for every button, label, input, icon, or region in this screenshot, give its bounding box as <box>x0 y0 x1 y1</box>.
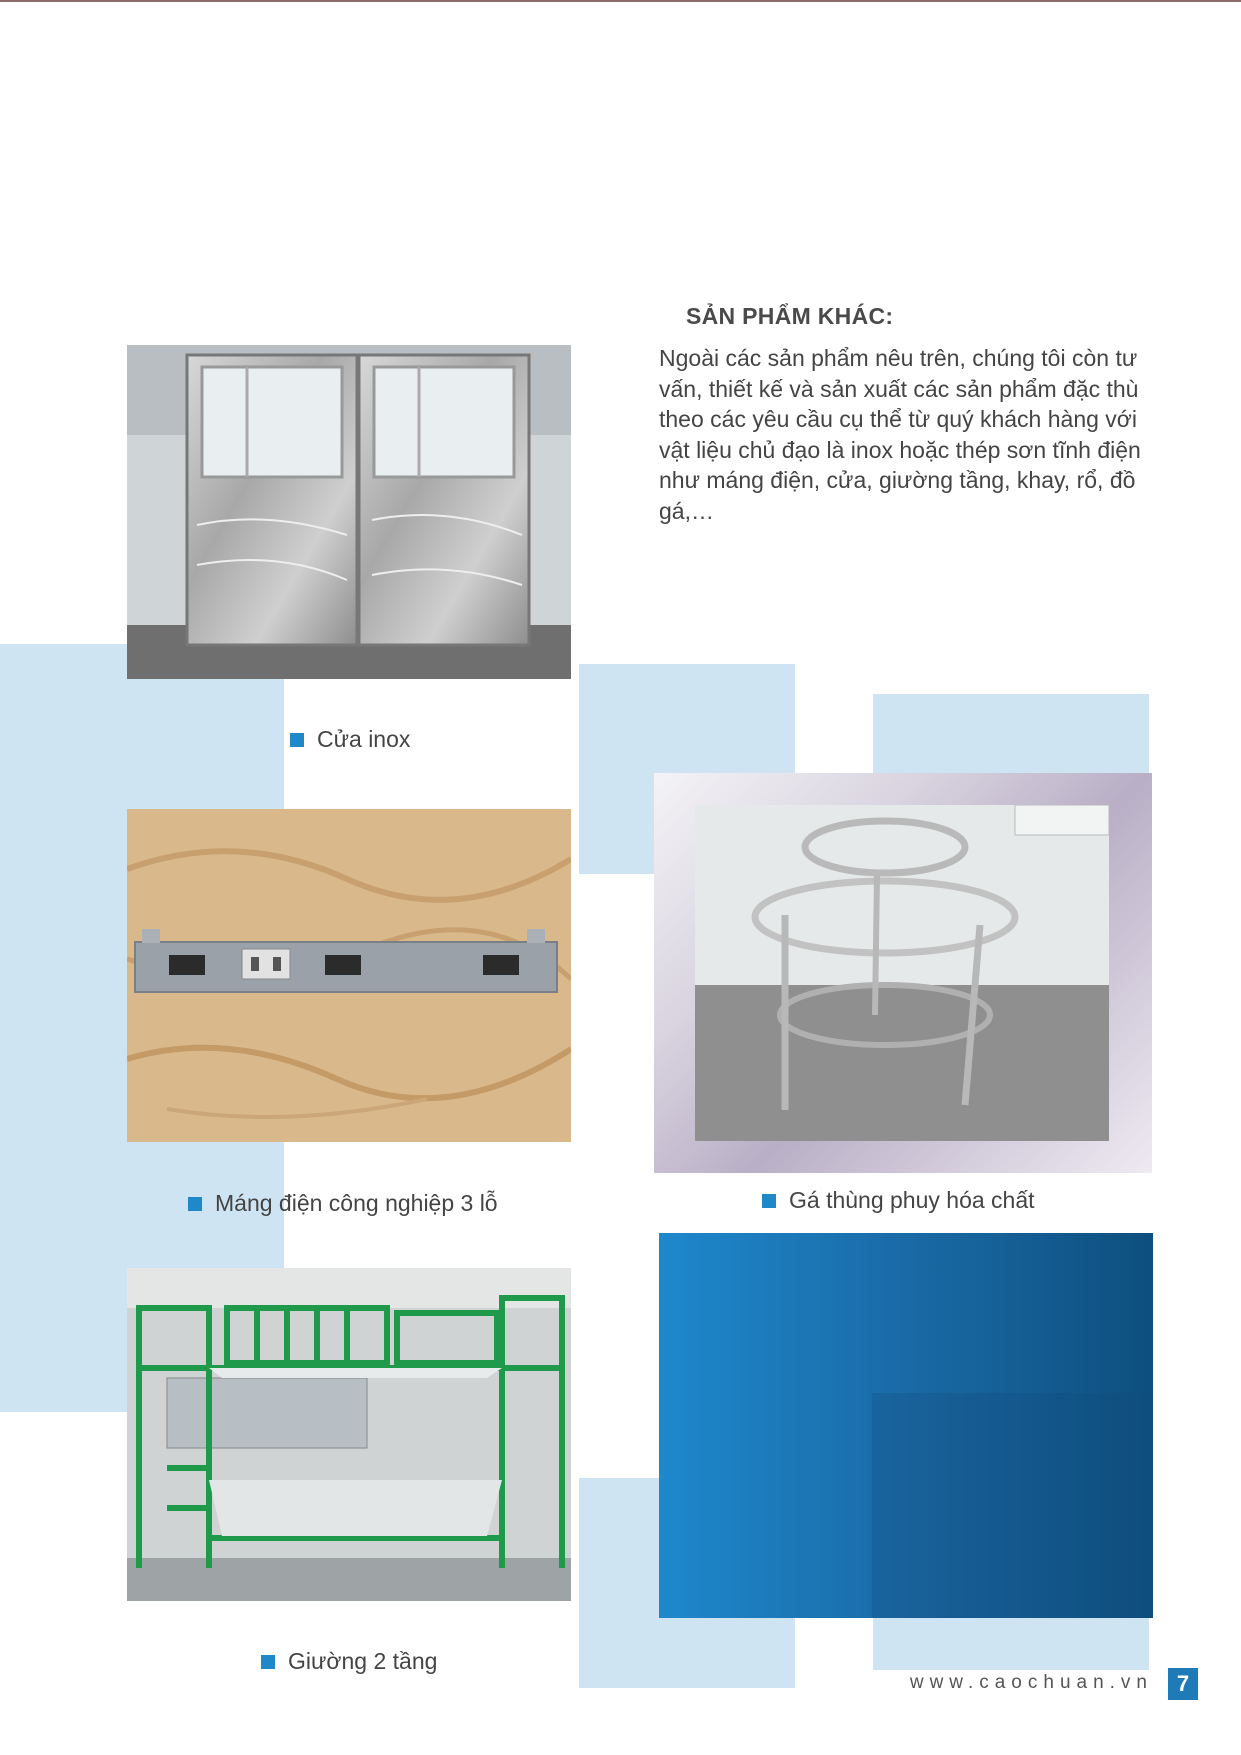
page-number: 7 <box>1168 1668 1198 1700</box>
caption-drum-stand-text: Gá thùng phuy hóa chất <box>789 1187 1035 1213</box>
intro-paragraph: Ngoài các sản phẩm nêu trên, chúng tôi còn tư vấn, thiết kế và sản xuất các sản phẩm đặc thù theo các yêu cầu cụ thể từ quý khách hàng với vật liệu chủ đạo là inox hoặc thép sơn tĩnh điện như máng điện, cửa, giường tầng, khay, rổ, đồ gá,… <box>659 345 1141 524</box>
website-url: www.caochuan.vn <box>909 1672 1153 1693</box>
caption-trunking <box>188 1190 498 1217</box>
caption-drum-stand <box>762 1187 1035 1214</box>
caption-door-text: Cửa inox <box>317 726 411 752</box>
bullet-square-icon <box>188 1197 202 1211</box>
bunk-bed-photo <box>127 1268 571 1601</box>
caption-door <box>290 726 410 753</box>
blue-gradient-panel-inset <box>872 1393 1153 1618</box>
section-heading: SẢN PHẨM KHÁC: <box>686 303 894 329</box>
caption-trunking-text: Máng điện công nghiệp 3 lỗ <box>215 1190 498 1216</box>
cable-trunking-photo <box>127 809 571 1142</box>
bullet-square-icon <box>290 733 304 747</box>
top-rule <box>0 0 1241 2</box>
bullet-square-icon <box>762 1194 776 1208</box>
caption-bunk-bed-text: Giường 2 tầng <box>288 1648 438 1674</box>
caption-bunk-bed <box>261 1648 437 1675</box>
bullet-square-icon <box>261 1655 275 1669</box>
stainless-door-photo <box>127 345 571 679</box>
drum-stand-photo <box>695 805 1109 1141</box>
